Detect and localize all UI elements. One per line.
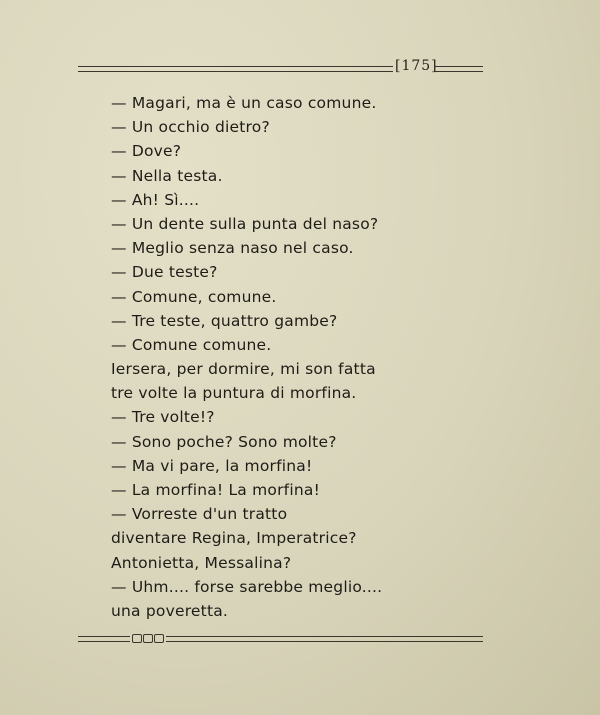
text-line: — Tre volte!? [111, 408, 215, 427]
text-line: — Meglio senza naso nel caso. [111, 239, 354, 258]
text-line: — Ma vi pare, la morfina! [111, 456, 313, 475]
page-footer [78, 632, 483, 646]
text-line: Iersera, per dormire, mi son fatta [111, 360, 376, 379]
ornament-box-icon [154, 634, 164, 643]
text-line: — Uhm.... forse sarebbe meglio.... [111, 577, 383, 596]
text-line: tre volte la puntura di morfina. [111, 384, 357, 403]
text-line: — Vorreste d'un tratto [111, 505, 288, 524]
ornament-box-icon [132, 634, 142, 643]
text-line: — Dove? [111, 142, 182, 161]
text-line: — Un dente sulla punta del naso? [111, 214, 379, 233]
text-line: — Nella testa. [111, 166, 223, 185]
text-line: diventare Regina, Imperatrice? [111, 529, 357, 548]
footer-rule-left [78, 636, 130, 642]
text-line: una poveretta. [111, 601, 229, 620]
footer-rule-right [166, 636, 483, 642]
triple-box-ornament-icon [132, 633, 164, 645]
poem-text [111, 91, 511, 623]
text-line: — Ah! Sì.... [111, 190, 200, 209]
text-line: — Magari, ma è un caso comune. [111, 94, 377, 112]
text-line: — Sono poche? Sono molte? [111, 432, 337, 451]
text-line: — Due teste? [111, 263, 218, 282]
page-number: [175] [395, 58, 438, 74]
header-rule-left [78, 66, 393, 72]
text-line: — La morfina! La morfina! [111, 481, 320, 499]
text-line: — Comune comune. [111, 335, 272, 354]
ornament-box-icon [143, 634, 153, 643]
page-header [78, 58, 483, 78]
text-line: — Comune, comune. [111, 287, 277, 306]
text-line: — Un occhio dietro? [111, 118, 270, 137]
header-rule-right [435, 66, 483, 72]
text-line: — Tre teste, quattro gambe? [111, 311, 338, 330]
text-line: Antonietta, Messalina? [111, 553, 292, 572]
